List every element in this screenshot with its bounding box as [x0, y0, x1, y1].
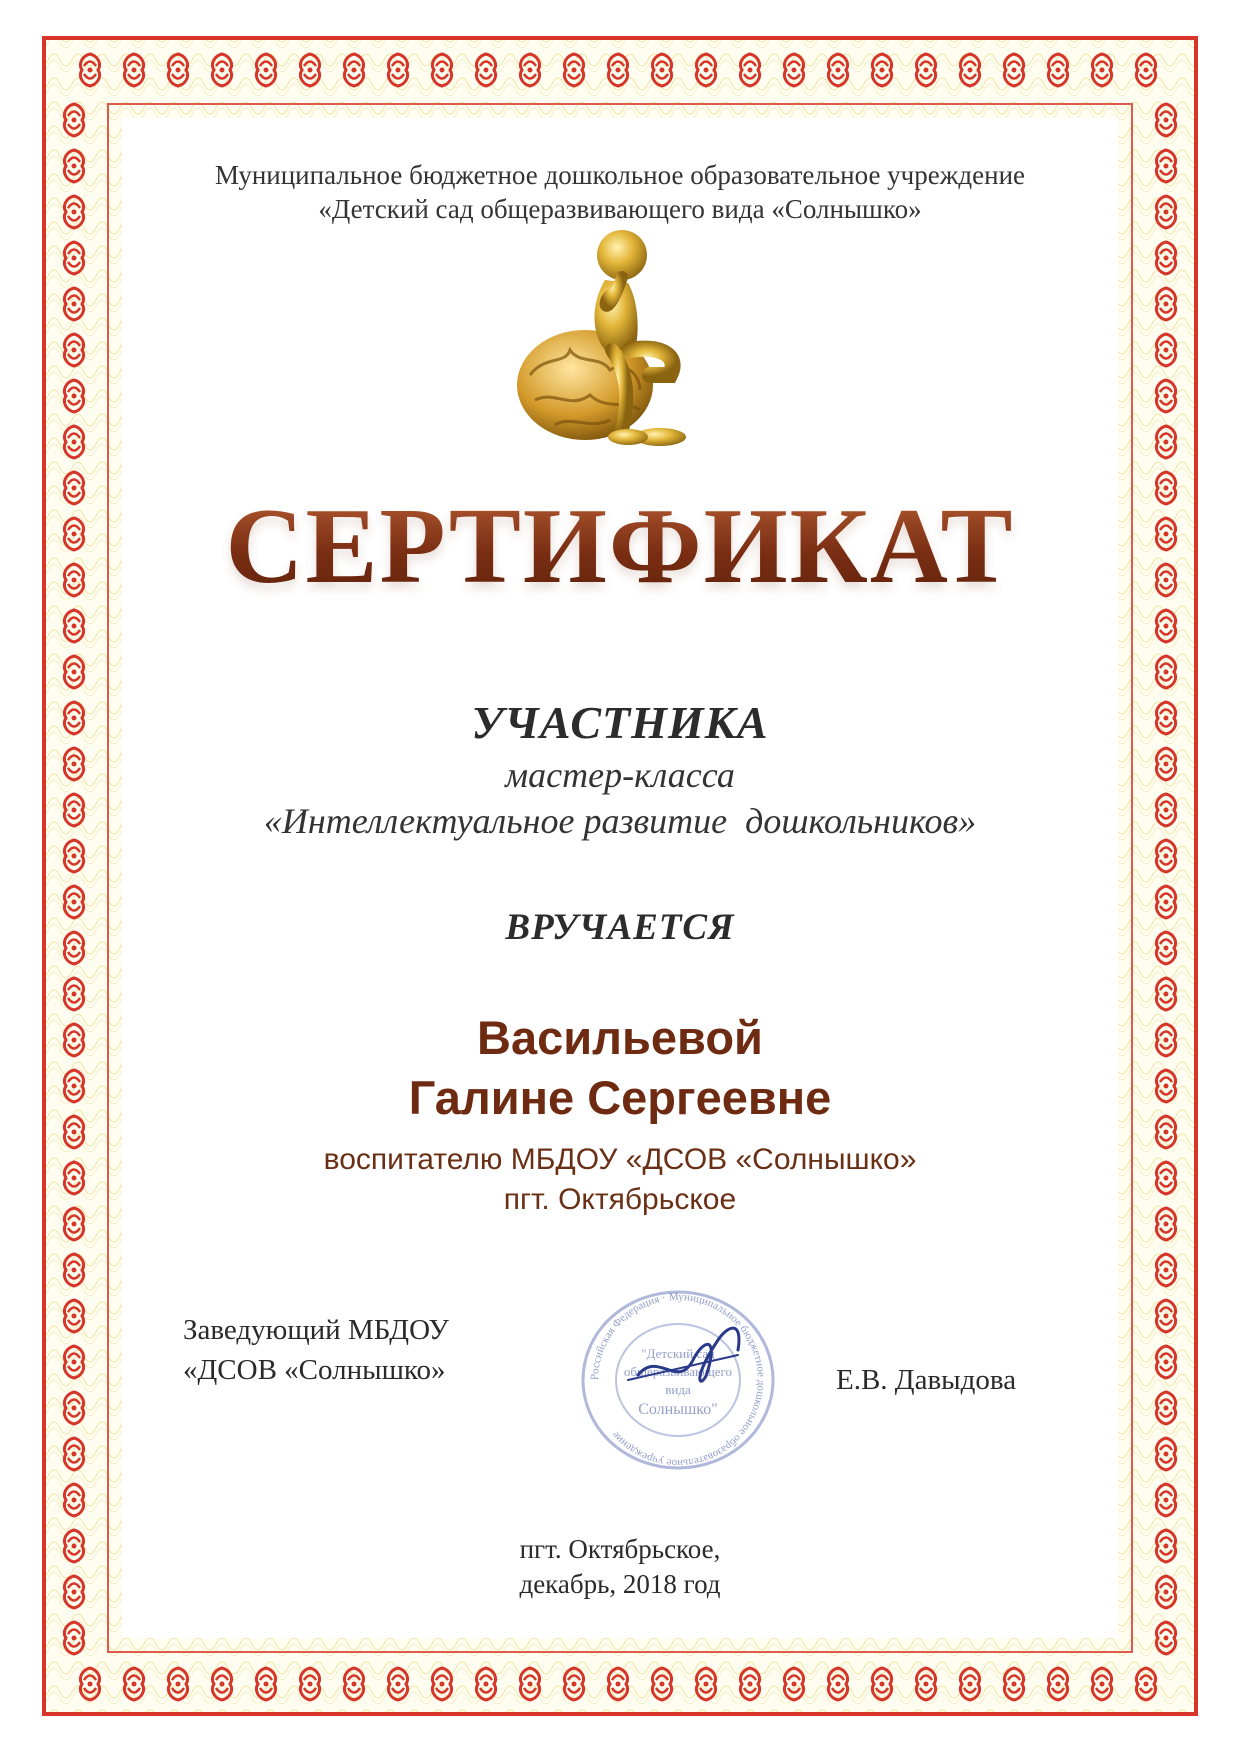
recipient-surname: Васильевой [477, 1011, 763, 1064]
stamp-inner-line-3: вида [665, 1382, 691, 1397]
event-description [0, 752, 1240, 844]
signatory-name: Е.В. Давыдова [836, 1364, 1017, 1396]
stamp-inner-line-4: Солнышко" [638, 1401, 718, 1418]
footer-date: декабрь, 2018 год [519, 1569, 721, 1599]
place-and-date [0, 1532, 1240, 1602]
awarded-label: ВРУЧАЕТСЯ [505, 907, 735, 948]
recipient-block [0, 1008, 1240, 1220]
signatory-role-line-2: «ДСОВ «Солнышко» [183, 1354, 446, 1386]
signatory-role-line-1: Заведующий МБДОУ [183, 1314, 449, 1346]
thinker-on-brain-illustration [510, 225, 725, 470]
recipient-name: Галине Сергеевне [408, 1071, 832, 1124]
certificate-title: СЕРТИФИКАТ [0, 485, 1240, 609]
organization-line-2: «Детский сад общеразвивающего вида «Солнышко» [318, 194, 922, 224]
event-title: «Интеллектуальное развитие дошкольников» [263, 801, 977, 841]
event-type: мастер-класса [505, 755, 735, 795]
stamp-inner-line-2: общеразвивающего [623, 1364, 733, 1379]
stamp-outer-text: Российская Федерация · Муниципальное бюджетное дошкольное образовательное учреждение [588, 1290, 768, 1470]
signatory-role [183, 1310, 449, 1390]
organization-line-1: Муниципальное бюджетное дошкольное образовательное учреждение [215, 160, 1025, 190]
participant-label: УЧАСТНИКА [471, 697, 769, 748]
stamp-inner-line-1: "Детский сад [641, 1346, 715, 1361]
footer-place: пгт. Октябрьское, [519, 1534, 721, 1564]
official-stamp [568, 1280, 788, 1480]
organization-name [0, 158, 1240, 226]
recipient-position: воспитателю МБДОУ «ДСОВ «Солнышко» [323, 1143, 917, 1176]
recipient-place: пгт. Октябрьское [503, 1183, 737, 1216]
